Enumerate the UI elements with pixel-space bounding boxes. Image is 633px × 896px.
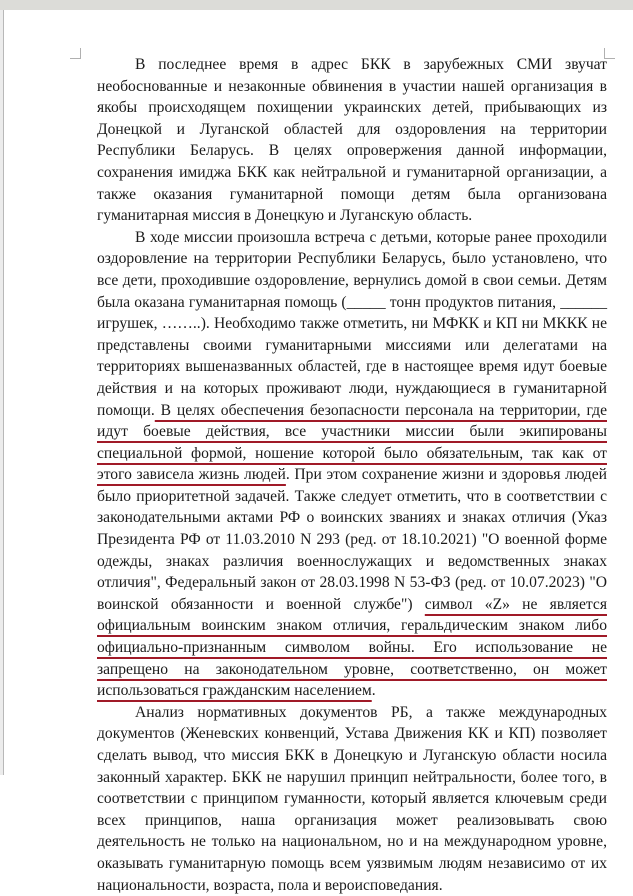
underlined-text-security: В целях обеспечения безопасности персонала на территории, где идут боевые действия, все участники миссии были экипированы специальной формой, ношение которой было обязательным, так как от этого зависела жизнь людей [97,401,607,484]
paragraph-text: . [371,682,376,700]
underlined-text-symbol-z: символ «Z» не является официальным воинским знаком отличия, геральдическим знаком либо официально-признанным символом войны. Его использование не запрещено на законодательном уровне, соответственно, он может использоваться гражданским населением [97,595,607,700]
window-top-bar [0,0,633,10]
paragraph-1 [97,54,607,227]
paragraph-text: В последнее время в адрес БКК в зарубежных СМИ звучат необоснованные и незаконные обвинения в участии нашей организация в якобы происходящем похищении украинских детей, прибывающих из Донецкой и Луганской областей для оздоровления на территории Республики Беларусь. В целях опровержения данной информации, сохранения имиджа БКК как нейтральной и гуманитарной организации, а также оказания гуманитарной помощи детям была организована гуманитарная миссия в Донецкую и Луганскую область. [97,56,607,225]
paragraph-text: . При этом сохранение жизни и здоровья людей было приоритетной задачей. Также следует отметить, что в соответствии с законодательными актами РФ о воинских званиях и знаках отличия (Указ Президента РФ от 11.03.2010 N 293 (ред. от 18.10.2021) "О военной форме одежды, знаках различия военнослужащих и ведомственных знаках отличия", Федеральный закон от 28.03.1998 N 53-ФЗ (ред. от 10.07.2023) "О воинской обязанности и военной службе") [97,466,607,613]
document-body[interactable] [97,54,607,896]
paragraph-3 [97,702,607,896]
page-left-border [3,10,4,775]
margin-corner-mark-left [70,48,81,59]
paragraph-text: Анализ нормативных документов РБ, а также международных документов (Женевских конвенций, Устава Движения КК и КП) позволяет сделать вывод, что миссия БКК в Донецкую и Луганскую области носила законный характер. БКК не нарушил принцип нейтральности, более того, в соответствии с принципом гуманности, который является ключевым среди всех принципов, наша организация может реализовывать свою деятельность не только на национальном, но и на международном уровне, оказывать гуманитарную помощь всем уязвимым людям независимо от их национальности, возраста, пола и вероисповедания. [97,703,607,894]
paragraph-text: В ходе миссии произошла встреча с детьми, которые ранее проходили оздоровление на территории Республики Беларусь, было установлено, что все дети, проходившие оздоровление, вернулись домой в свои семьи. Детям была оказана гуманитарная помощь (_____ тонн продуктов питания, ______ игрушек, ……..). Необходимо также отметить, ни МФКК и КП ни МККК не представлены своими гуманитарными миссиями или делегатами на территориях вышеназванных областей, где в настоящее время идут боевые действия и на которых проживают люди, нуждающиеся в гуманитарной помощи. [97,228,607,419]
paragraph-2 [97,227,607,702]
